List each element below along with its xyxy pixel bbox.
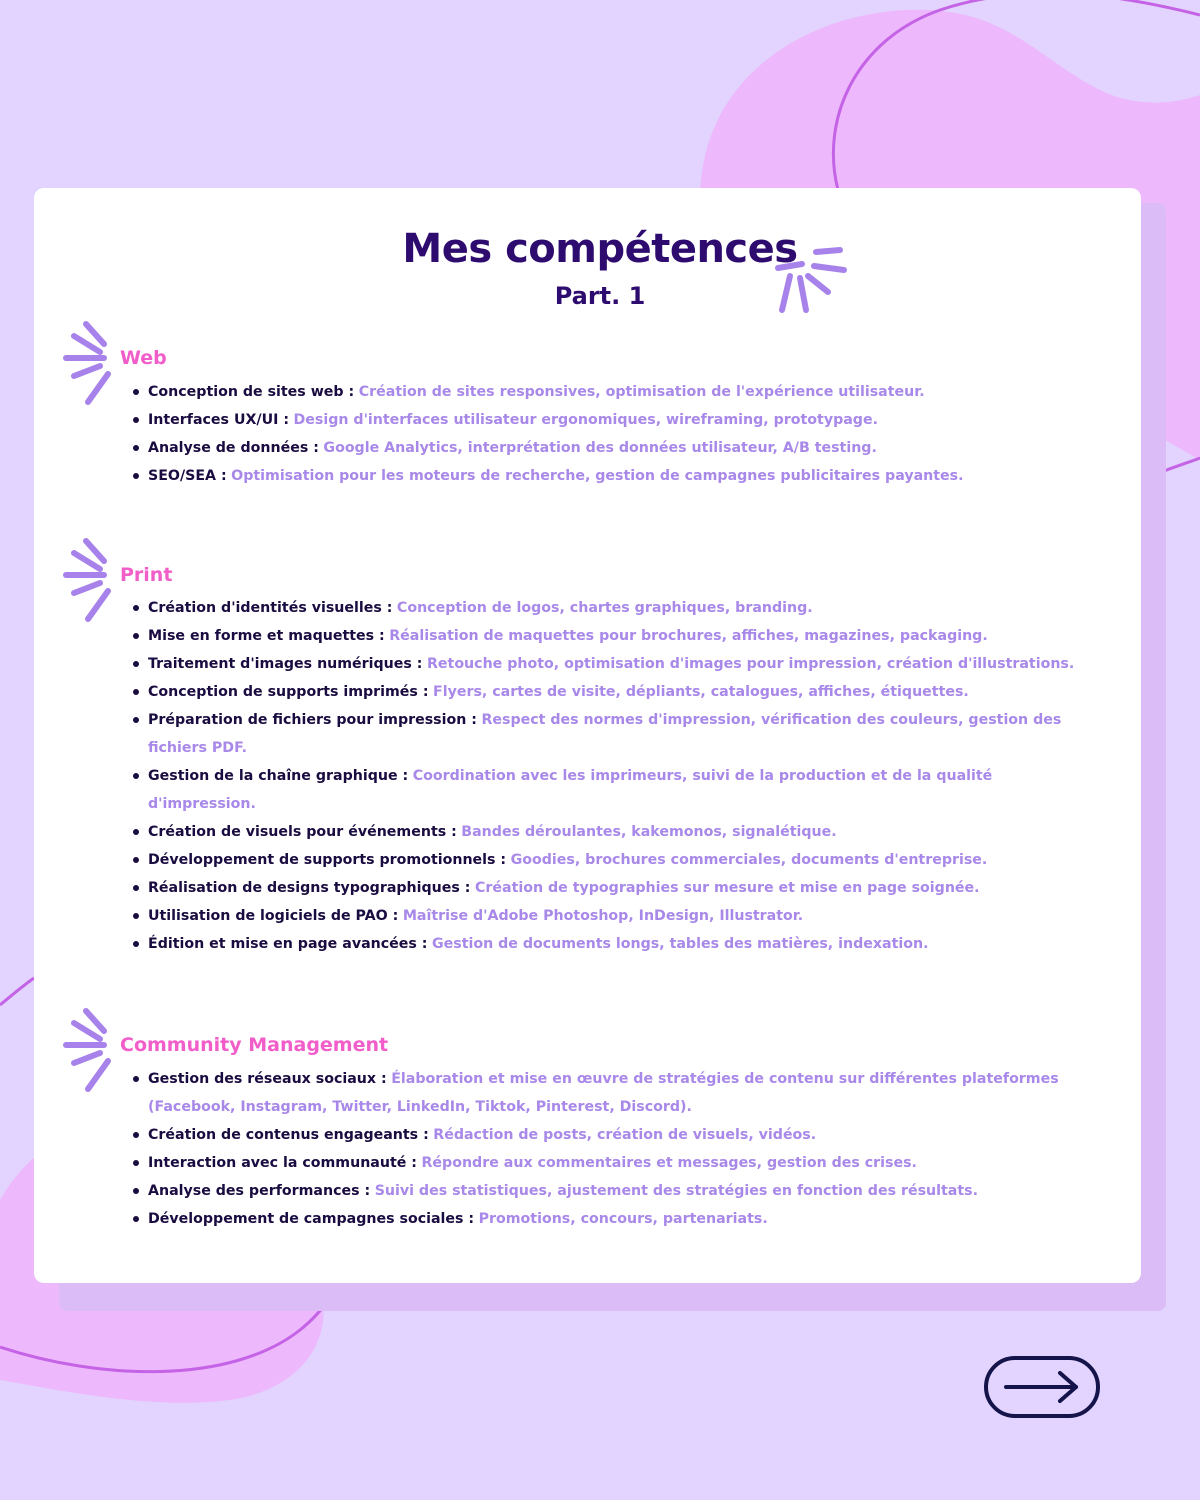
list-item: Interaction avec la communauté : Répondre aux commentaires et messages, gestion des crises. (120, 1149, 1070, 1177)
list-item: Développement de campagnes sociales : Promotions, concours, partenariats. (120, 1205, 1070, 1233)
list-item: Édition et mise en page avancées : Gestion de documents longs, tables des matières, indexation. (120, 930, 1070, 958)
section-title-print: Print (120, 564, 173, 586)
list-item: Création d'identités visuelles : Conception de logos, chartes graphiques, branding. (120, 594, 1070, 622)
burst-lines-icon (60, 1005, 116, 1095)
skills-list-web (120, 378, 1070, 490)
list-item: Analyse des performances : Suivi des statistiques, ajustement des stratégies en fonction des résultats. (120, 1177, 1070, 1205)
list-item: Création de contenus engageants : Rédaction de posts, création de visuels, vidéos. (120, 1121, 1070, 1149)
list-item: Interfaces UX/UI : Design d'interfaces utilisateur ergonomiques, wireframing, prototypage. (120, 406, 1070, 434)
list-item: Analyse de données : Google Analytics, interprétation des données utilisateur, A/B testing. (120, 434, 1070, 462)
list-item: Gestion des réseaux sociaux : Élaboration et mise en œuvre de stratégies de contenu sur différentes plateformes (Facebook, Instagram, Twitter, LinkedIn, Tiktok, Pinterest, Discord). (120, 1065, 1070, 1121)
burst-lines-icon (60, 318, 116, 408)
left-curve (0, 978, 34, 1005)
list-item: Mise en forme et maquettes : Réalisation de maquettes pour brochures, affiches, magazines, packaging. (120, 622, 1070, 650)
list-item: SEO/SEA : Optimisation pour les moteurs de recherche, gestion de campagnes publicitaires payantes. (120, 462, 1070, 490)
section-title-community-management: Community Management (120, 1034, 389, 1056)
list-item: Création de visuels pour événements : Bandes déroulantes, kakemonos, signalétique. (120, 818, 1070, 846)
list-item: Préparation de fichiers pour impression : Respect des normes d'impression, vérification des couleurs, gestion des fichiers PDF. (120, 706, 1070, 762)
list-item: Traitement d'images numériques : Retouche photo, optimisation d'images pour impression, création d'illustrations. (120, 650, 1070, 678)
arrow-right-icon (1002, 1370, 1082, 1404)
skills-list-community-management (120, 1065, 1070, 1233)
section-title-web: Web (120, 347, 167, 369)
page-subtitle: Part. 1 (554, 282, 646, 310)
list-item: Réalisation de designs typographiques : Création de typographies sur mesure et mise en page soignée. (120, 874, 1070, 902)
list-item: Utilisation de logiciels de PAO : Maîtrise d'Adobe Photoshop, InDesign, Illustrator. (120, 902, 1070, 930)
burst-lines-icon (772, 242, 850, 320)
list-item: Développement de supports promotionnels : Goodies, brochures commerciales, documents d'entreprise. (120, 846, 1070, 874)
page-title: Mes compétences (402, 226, 798, 272)
next-button[interactable] (984, 1356, 1100, 1418)
skills-list-print (120, 594, 1075, 958)
list-item: Conception de supports imprimés : Flyers, cartes de visite, dépliants, catalogues, affiches, étiquettes. (120, 678, 1070, 706)
list-item: Conception de sites web : Création de sites responsives, optimisation de l'expérience utilisateur. (120, 378, 1070, 406)
list-item: Gestion de la chaîne graphique : Coordination avec les imprimeurs, suivi de la production et de la qualité d'impression. (120, 762, 1070, 818)
burst-lines-icon (60, 535, 116, 625)
